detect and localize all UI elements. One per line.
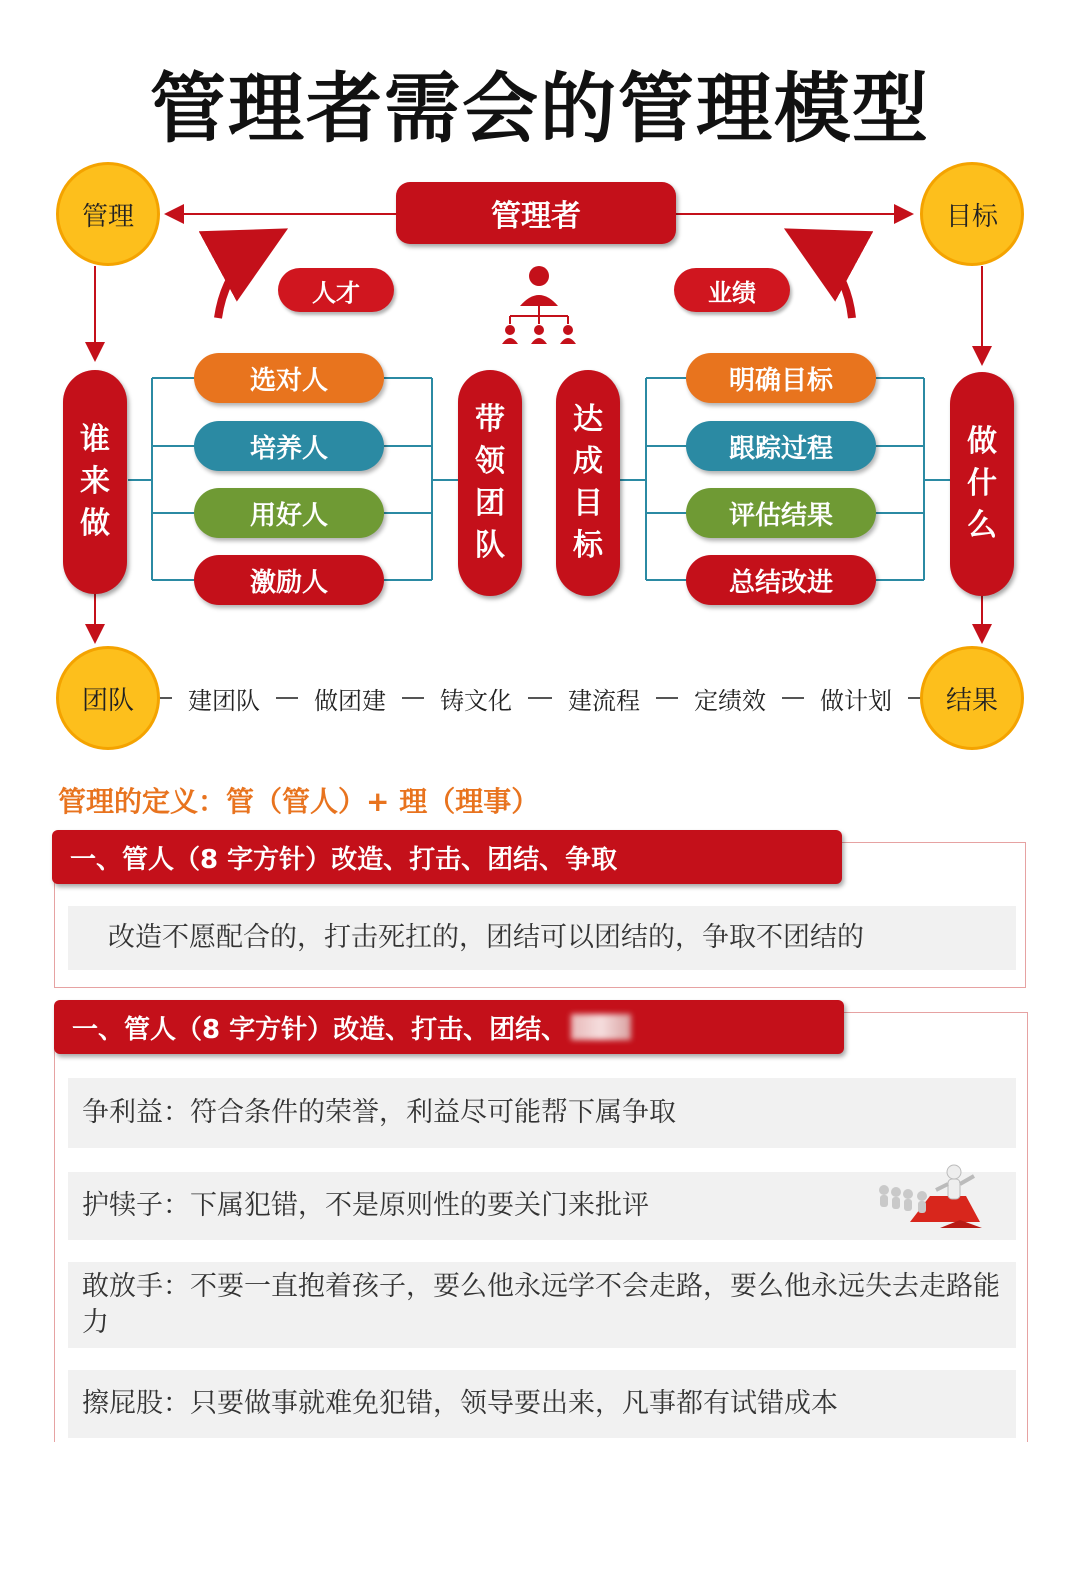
pill-left-1: 选对人 xyxy=(194,353,384,403)
blurred-text xyxy=(571,1014,631,1040)
pill-right-2: 跟踪过程 xyxy=(686,421,876,471)
tag-performance: 业绩 xyxy=(674,268,790,312)
center-lead-team xyxy=(458,370,522,596)
diagram-connectors xyxy=(0,0,1080,760)
bottom-item: 定绩效 xyxy=(678,678,782,718)
page-title: 管理者需会的管理模型 xyxy=(150,64,930,153)
bottom-item: 铸文化 xyxy=(424,678,528,718)
side-what-to-do xyxy=(950,372,1014,596)
char: 带 xyxy=(475,402,505,437)
pill-right-4: 总结改进 xyxy=(686,555,876,605)
char: 领 xyxy=(475,444,505,479)
side-who-does xyxy=(63,370,127,594)
section1-heading: 一、管人（8 字方针）改造、打击、团结、争取 xyxy=(52,830,842,884)
section2-heading xyxy=(54,1000,844,1054)
definition-heading: 管理的定义：管（管人）+ 理（理事） xyxy=(58,785,540,818)
char: 标 xyxy=(573,528,603,563)
char: 成 xyxy=(573,444,603,479)
tag-talent: 人才 xyxy=(278,268,394,312)
center-achieve-goal xyxy=(556,370,620,596)
corner-manage: 管理 xyxy=(56,162,160,266)
section2-heading-text: 一、管人（8 字方针）改造、打击、团结、 xyxy=(72,1014,568,1045)
char: 做 xyxy=(967,424,997,459)
pill-left-3: 用好人 xyxy=(194,488,384,538)
pill-left-4: 激励人 xyxy=(194,555,384,605)
pill-right-3: 评估结果 xyxy=(686,488,876,538)
char: 达 xyxy=(573,402,603,437)
bottom-item: 建团队 xyxy=(172,678,276,718)
manager-box: 管理者 xyxy=(396,182,676,244)
char: 队 xyxy=(475,528,505,563)
bottom-item: 做计划 xyxy=(804,678,908,718)
section1-body: 改造不愿配合的，打击死扛的，团结可以团结的，争取不团结的 xyxy=(68,906,1016,970)
list-item: 敢放手：不要一直抱着孩子，要么他永远学不会走路，要么他永远失去走路能力 xyxy=(68,1262,1016,1348)
char: 么 xyxy=(967,508,997,543)
char: 做 xyxy=(80,506,110,541)
char: 目 xyxy=(573,486,603,521)
leader-figures-icon xyxy=(870,1162,982,1232)
pill-left-2: 培养人 xyxy=(194,421,384,471)
corner-goal: 目标 xyxy=(920,162,1024,266)
org-chart-icon xyxy=(498,262,580,346)
pill-right-1: 明确目标 xyxy=(686,353,876,403)
list-item: 争利益：符合条件的荣誉，利益尽可能帮下属争取 xyxy=(68,1078,1016,1148)
bottom-item: 建流程 xyxy=(552,678,656,718)
list-item: 擦屁股：只要做事就难免犯错，领导要出来，凡事都有试错成本 xyxy=(68,1370,1016,1438)
corner-team: 团队 xyxy=(56,646,160,750)
list-item: 护犊子：下属犯错，不是原则性的要关门来批评 xyxy=(68,1172,1016,1240)
char: 团 xyxy=(475,486,505,521)
char: 来 xyxy=(80,464,110,499)
char: 谁 xyxy=(80,422,110,457)
bottom-item: 做团建 xyxy=(298,678,402,718)
char: 什 xyxy=(967,466,997,501)
corner-result: 结果 xyxy=(920,646,1024,750)
